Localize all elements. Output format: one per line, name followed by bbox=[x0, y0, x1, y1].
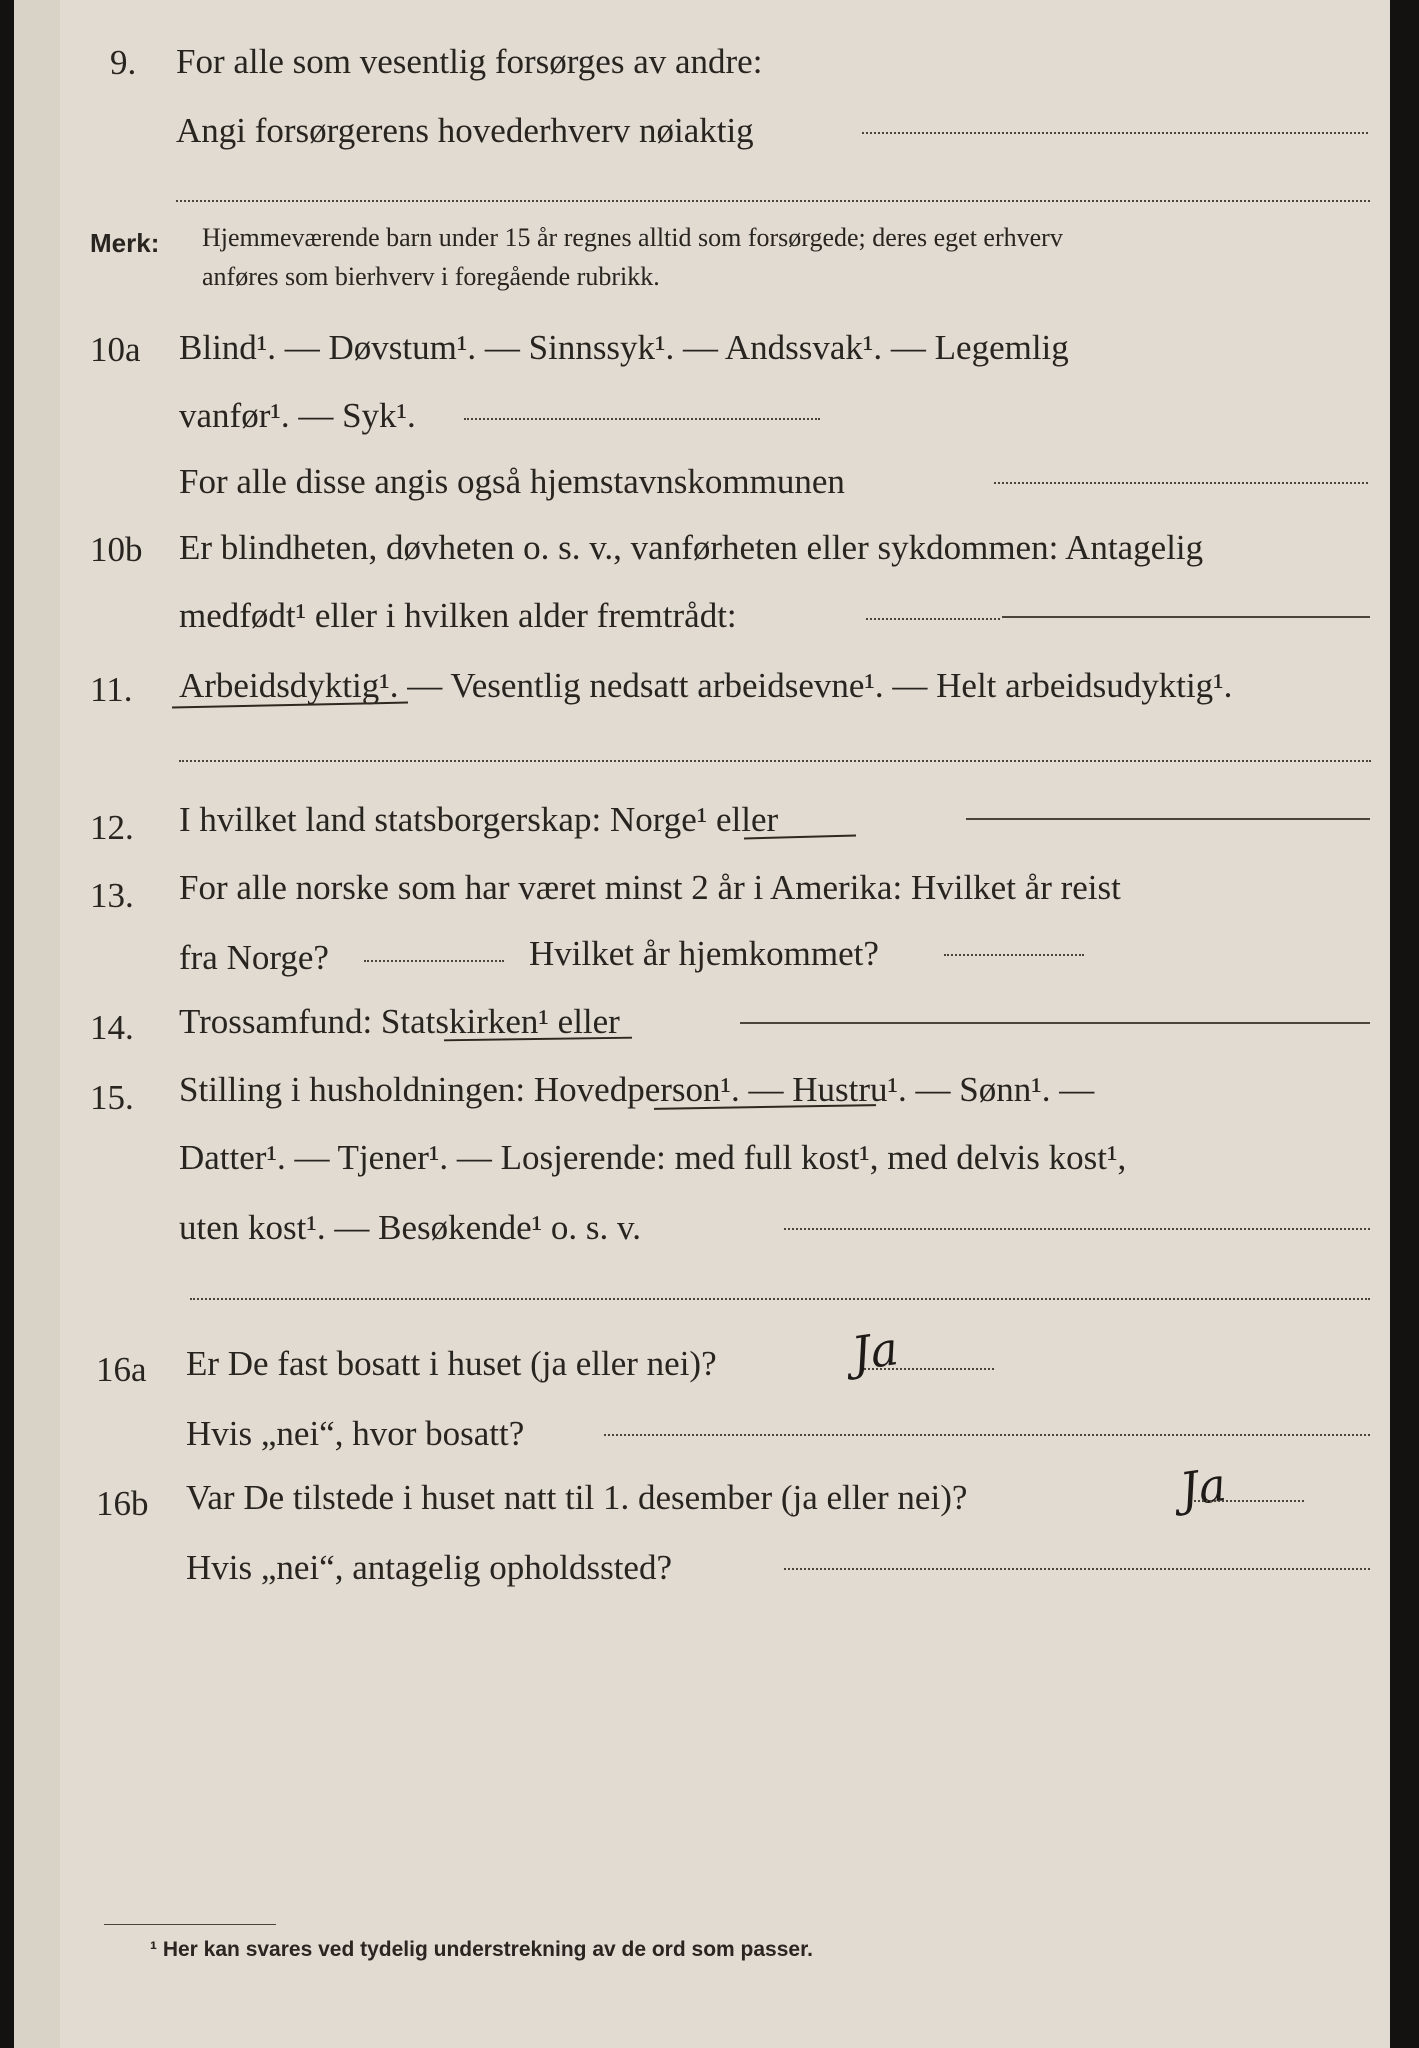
question-text: Hvilket år hjemkommet? bbox=[529, 934, 879, 973]
question-number: 12. bbox=[90, 808, 134, 847]
question-text: Angi forsørgerens hovederhverv nøiaktig bbox=[176, 111, 754, 150]
left-margin-stripe bbox=[14, 0, 60, 2048]
answer-rule-line bbox=[740, 1022, 1370, 1024]
question-number: 13. bbox=[90, 876, 134, 915]
note-text: anføres som bierhverv i foregående rubrikk. bbox=[202, 262, 660, 291]
answer-dotted-line bbox=[784, 1568, 1370, 1570]
question-number: 14. bbox=[90, 1008, 134, 1047]
answer-dotted-line bbox=[190, 1298, 1370, 1300]
answer-dotted-line bbox=[176, 200, 1370, 202]
handwritten-answer: Ja bbox=[1176, 1457, 1230, 1517]
note-label: Merk: bbox=[90, 228, 160, 258]
handwritten-answer: Ja bbox=[848, 1321, 902, 1381]
question-text: Var De tilstede i huset natt til 1. desember (ja eller nei)? bbox=[186, 1478, 968, 1517]
answer-rule-line bbox=[966, 818, 1370, 820]
question-text: Arbeidsdyktig¹. — Vesentlig nedsatt arbeidsevne¹. — Helt arbeidsudyktig¹. bbox=[179, 666, 1233, 705]
question-number: 10b bbox=[90, 530, 143, 569]
question-text: Hvis „nei“, hvor bosatt? bbox=[186, 1414, 525, 1453]
question-text: Er blindheten, døvheten o. s. v., vanførheten eller sykdommen: Antagelig bbox=[179, 528, 1204, 567]
answer-dotted-line bbox=[1194, 1500, 1304, 1502]
answer-dotted-line bbox=[464, 418, 820, 420]
question-number: 15. bbox=[90, 1078, 134, 1117]
question-number: 11. bbox=[90, 670, 133, 709]
answer-dotted-line bbox=[862, 132, 1368, 134]
question-number: 10a bbox=[90, 330, 141, 369]
answer-dotted-line bbox=[994, 482, 1368, 484]
answer-dotted-line bbox=[364, 960, 504, 962]
question-text: Blind¹. — Døvstum¹. — Sinnssyk¹. — Andssvak¹. — Legemlig bbox=[179, 328, 1069, 367]
question-number: 16a bbox=[96, 1350, 147, 1389]
question-text: Stilling i husholdningen: Hovedperson¹. — Hustru¹. — Sønn¹. — bbox=[179, 1070, 1095, 1109]
question-text: Datter¹. — Tjener¹. — Losjerende: med full kost¹, med delvis kost¹, bbox=[179, 1138, 1127, 1177]
footnote-text: ¹ Her kan svares ved tydelig understrekning av de ord som passer. bbox=[150, 1938, 813, 1961]
question-text: medfødt¹ eller i hvilken alder fremtrådt: bbox=[179, 596, 737, 635]
question-text: Er De fast bosatt i huset (ja eller nei)? bbox=[186, 1344, 717, 1383]
question-text: Trossamfund: Statskirken¹ eller bbox=[179, 1002, 620, 1041]
question-number: 9. bbox=[110, 43, 137, 82]
answer-dotted-line bbox=[944, 954, 1084, 956]
answer-rule-line bbox=[1002, 616, 1370, 618]
answer-dotted-line bbox=[864, 1368, 994, 1370]
question-text: For alle som vesentlig forsørges av andre: bbox=[176, 42, 763, 81]
note-text: Hjemmeværende barn under 15 år regnes alltid som forsørgede; deres eget erhverv bbox=[202, 223, 1063, 252]
question-number: 16b bbox=[96, 1484, 149, 1523]
question-text: I hvilket land statsborgerskap: Norge¹ eller bbox=[179, 800, 779, 839]
footnote-separator bbox=[104, 1924, 276, 1925]
question-text: fra Norge? bbox=[179, 938, 329, 977]
answer-dotted-line bbox=[179, 760, 1371, 762]
census-form-page bbox=[14, 0, 1390, 2048]
answer-dotted-line bbox=[866, 618, 1000, 620]
question-text: uten kost¹. — Besøkende¹ o. s. v. bbox=[179, 1208, 642, 1247]
question-text: For alle norske som har været minst 2 år i Amerika: Hvilket år reist bbox=[179, 868, 1121, 907]
answer-dotted-line bbox=[604, 1434, 1370, 1436]
question-text: Hvis „nei“, antagelig opholdssted? bbox=[186, 1548, 672, 1587]
answer-dotted-line bbox=[784, 1228, 1370, 1230]
question-text: vanfør¹. — Syk¹. bbox=[179, 396, 416, 435]
question-text: For alle disse angis også hjemstavnskommunen bbox=[179, 462, 845, 501]
